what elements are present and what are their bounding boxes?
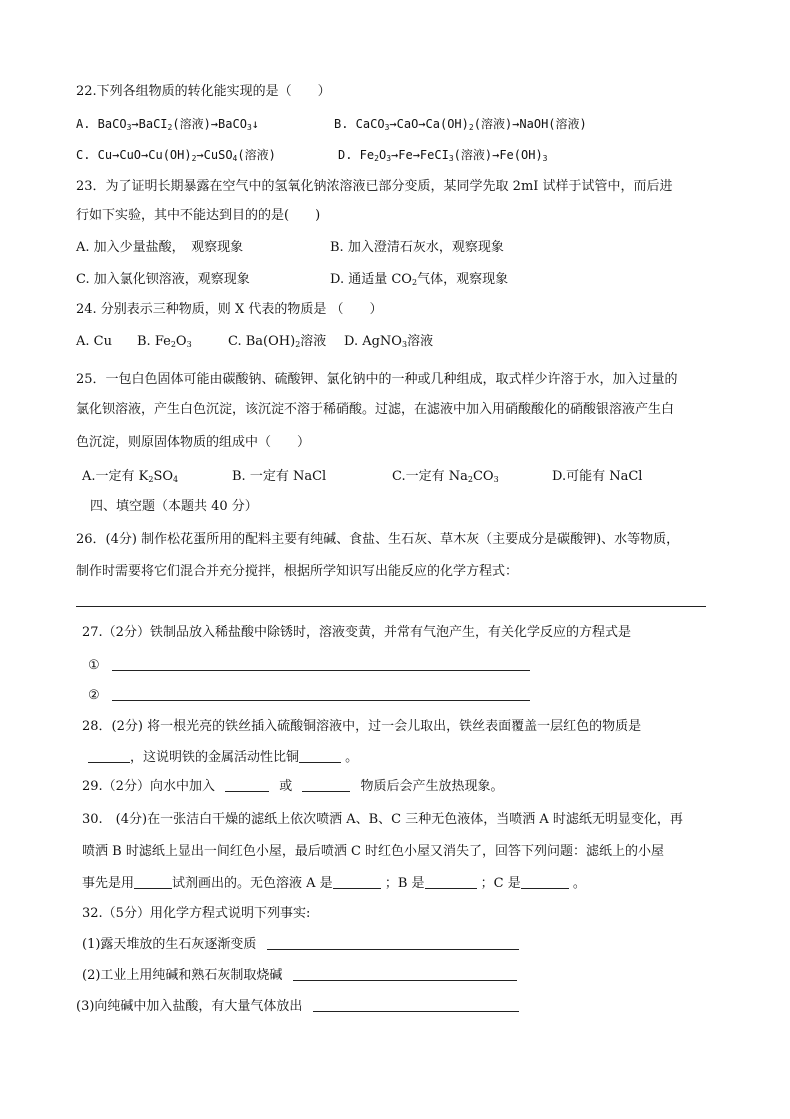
q25-option-c: C.一定有 $Na_2CO_3$	[392, 469, 499, 484]
q23-stem-line2: 行如下实验，其中不能达到目的的是( )	[76, 208, 321, 223]
q32-stem: 32.（5分）用化学方程式说明下列事实:	[82, 906, 311, 921]
q32-blank-3[interactable]	[313, 997, 519, 1012]
q28-blank-1[interactable]	[88, 748, 130, 763]
q23-stem-line1: 23．为了证明长期暴露在空气中的氢氧化钠浓溶液已部分变质，某同学先取 2mI 试样于试管中，而后进	[76, 179, 673, 194]
q32-item-3: (3)向纯碱中加入盐酸，有大量气体放出	[76, 997, 519, 1017]
q30-blank-b[interactable]	[425, 874, 477, 889]
q26-answer-line[interactable]	[76, 606, 706, 607]
q24-option-b: B. $Fe_2O_3$	[137, 334, 192, 349]
marker-1: ①	[88, 658, 100, 673]
q30-line1: 30. (4分)在一张洁白干燥的滤纸上依次喷洒 A、B、C 三种无色液体，当喷洒 A 时滤纸无明显变化，再	[82, 812, 683, 827]
q26-line1: 26．(4分) 制作松花蛋所用的配料主要有纯碱、食盐、生石灰、草木灰（主要成分是碳酸钾)、水等物质，	[76, 532, 680, 547]
q32-item-2: (2)工业上用纯碱和熟石灰制取烧碱	[82, 966, 517, 986]
q24-stem: 24. 分别表示三种物质，则 X 代表的物质是 （ ）	[76, 302, 383, 317]
q28-line2: ，这说明铁的金属活动性比铜 。	[88, 748, 358, 768]
q22-option-b: B. $CaCO_3\to CaO\to Ca(OH)_2$(溶液)→NaOH(溶液)	[334, 117, 587, 132]
q25-option-d: D.可能有 NaCl	[552, 469, 643, 484]
q25-stem-line1: 25．一包白色固体可能由碳酸钠、硫酸钾、氯化钠中的一种或几种组成，取式样少许溶于水，加入过量的	[76, 372, 678, 387]
q30-line3: 事先是用 试剂画出的。无色溶液 A 是 ；B 是 ；C 是 。	[82, 876, 586, 891]
q22-stem: 22.下列各组物质的转化能实现的是（ ）	[76, 84, 331, 99]
q29-blank-2[interactable]	[302, 777, 350, 792]
q23-option-a: A. 加入少量盐酸， 观察现象	[76, 240, 244, 255]
q22-option-c: C. $Cu\to CuO\to Cu(OH)_2\to CuSO_4$(溶液)	[76, 148, 276, 163]
q30-blank-reagent[interactable]	[134, 874, 172, 889]
q24-option-c: C. $Ba(OH)_2$溶液	[228, 334, 327, 349]
q32-item-1: (1)露天堆放的生石灰逐渐变质	[82, 935, 519, 955]
q30-blank-a[interactable]	[333, 874, 381, 889]
q23-option-b: B. 加入澄清石灰水，观察现象	[330, 240, 504, 255]
q27-stem: 27.（2分）铁制品放入稀盐酸中除锈时，溶液变黄，并常有气泡产生，有关化学反应的方程式是	[82, 625, 631, 640]
q26-line2: 制作时需要将它们混合并充分搅拌，根据所学知识写出能反应的化学方程式：	[76, 564, 519, 579]
q27-answer-1	[88, 656, 530, 676]
q25-stem-line3: 色沉淀，则原固体物质的组成中（ ）	[76, 435, 311, 450]
q28-line1: 28．(2分) 将一根光亮的铁丝插入硫酸铜溶液中，过一会儿取出，铁丝表面覆盖一层红色的物质是	[82, 719, 642, 734]
section-heading: 四、填空题（本题共 40 分）	[90, 499, 258, 514]
q24-option-d: D. AgNO$_3$溶液	[344, 334, 434, 349]
q29-blank-1[interactable]	[225, 777, 269, 792]
q32-blank-2[interactable]	[293, 966, 517, 981]
q25-option-b: B. 一定有 NaCl	[232, 469, 327, 484]
q27-blank-2[interactable]	[112, 686, 530, 701]
q30-line2: 喷洒 B 时滤纸上显出一间红色小屋，最后喷洒 C 时红色小屋又消失了，回答下列问题：滤纸上的小屋	[82, 844, 665, 859]
q22-option-d: D. $Fe_2O_3\to Fe\to FeCI_3$(溶液)$\to Fe(OH)_3$	[338, 148, 548, 163]
q27-answer-2	[88, 686, 530, 706]
q23-option-c: C. 加入氯化钡溶液，观察现象	[76, 272, 250, 287]
marker-2: ②	[88, 688, 100, 703]
q28-blank-2[interactable]	[299, 748, 341, 763]
q25-stem-line2: 氯化钡溶液，产生白色沉淀，该沉淀不溶于稀硝酸。过滤，在滤液中加入用硝酸酸化的硝酸银溶液产生白	[76, 402, 675, 417]
q30-blank-c[interactable]	[521, 874, 569, 889]
q29: 29.（2分）向水中加入 或 物质后会产生放热现象。	[82, 779, 504, 794]
q27-blank-1[interactable]	[112, 656, 530, 671]
q23-option-d: D. 通适量 $CO_2$气体，观察现象	[330, 272, 509, 287]
q22-option-a: A. BaCO$_3$→BaCI$_2$(溶液)→BaCO$_3$↓	[76, 117, 259, 132]
q32-blank-1[interactable]	[267, 935, 519, 950]
q24-option-a: A. Cu	[76, 334, 112, 349]
q25-option-a: A.一定有 $K_2SO_4$	[82, 469, 179, 484]
